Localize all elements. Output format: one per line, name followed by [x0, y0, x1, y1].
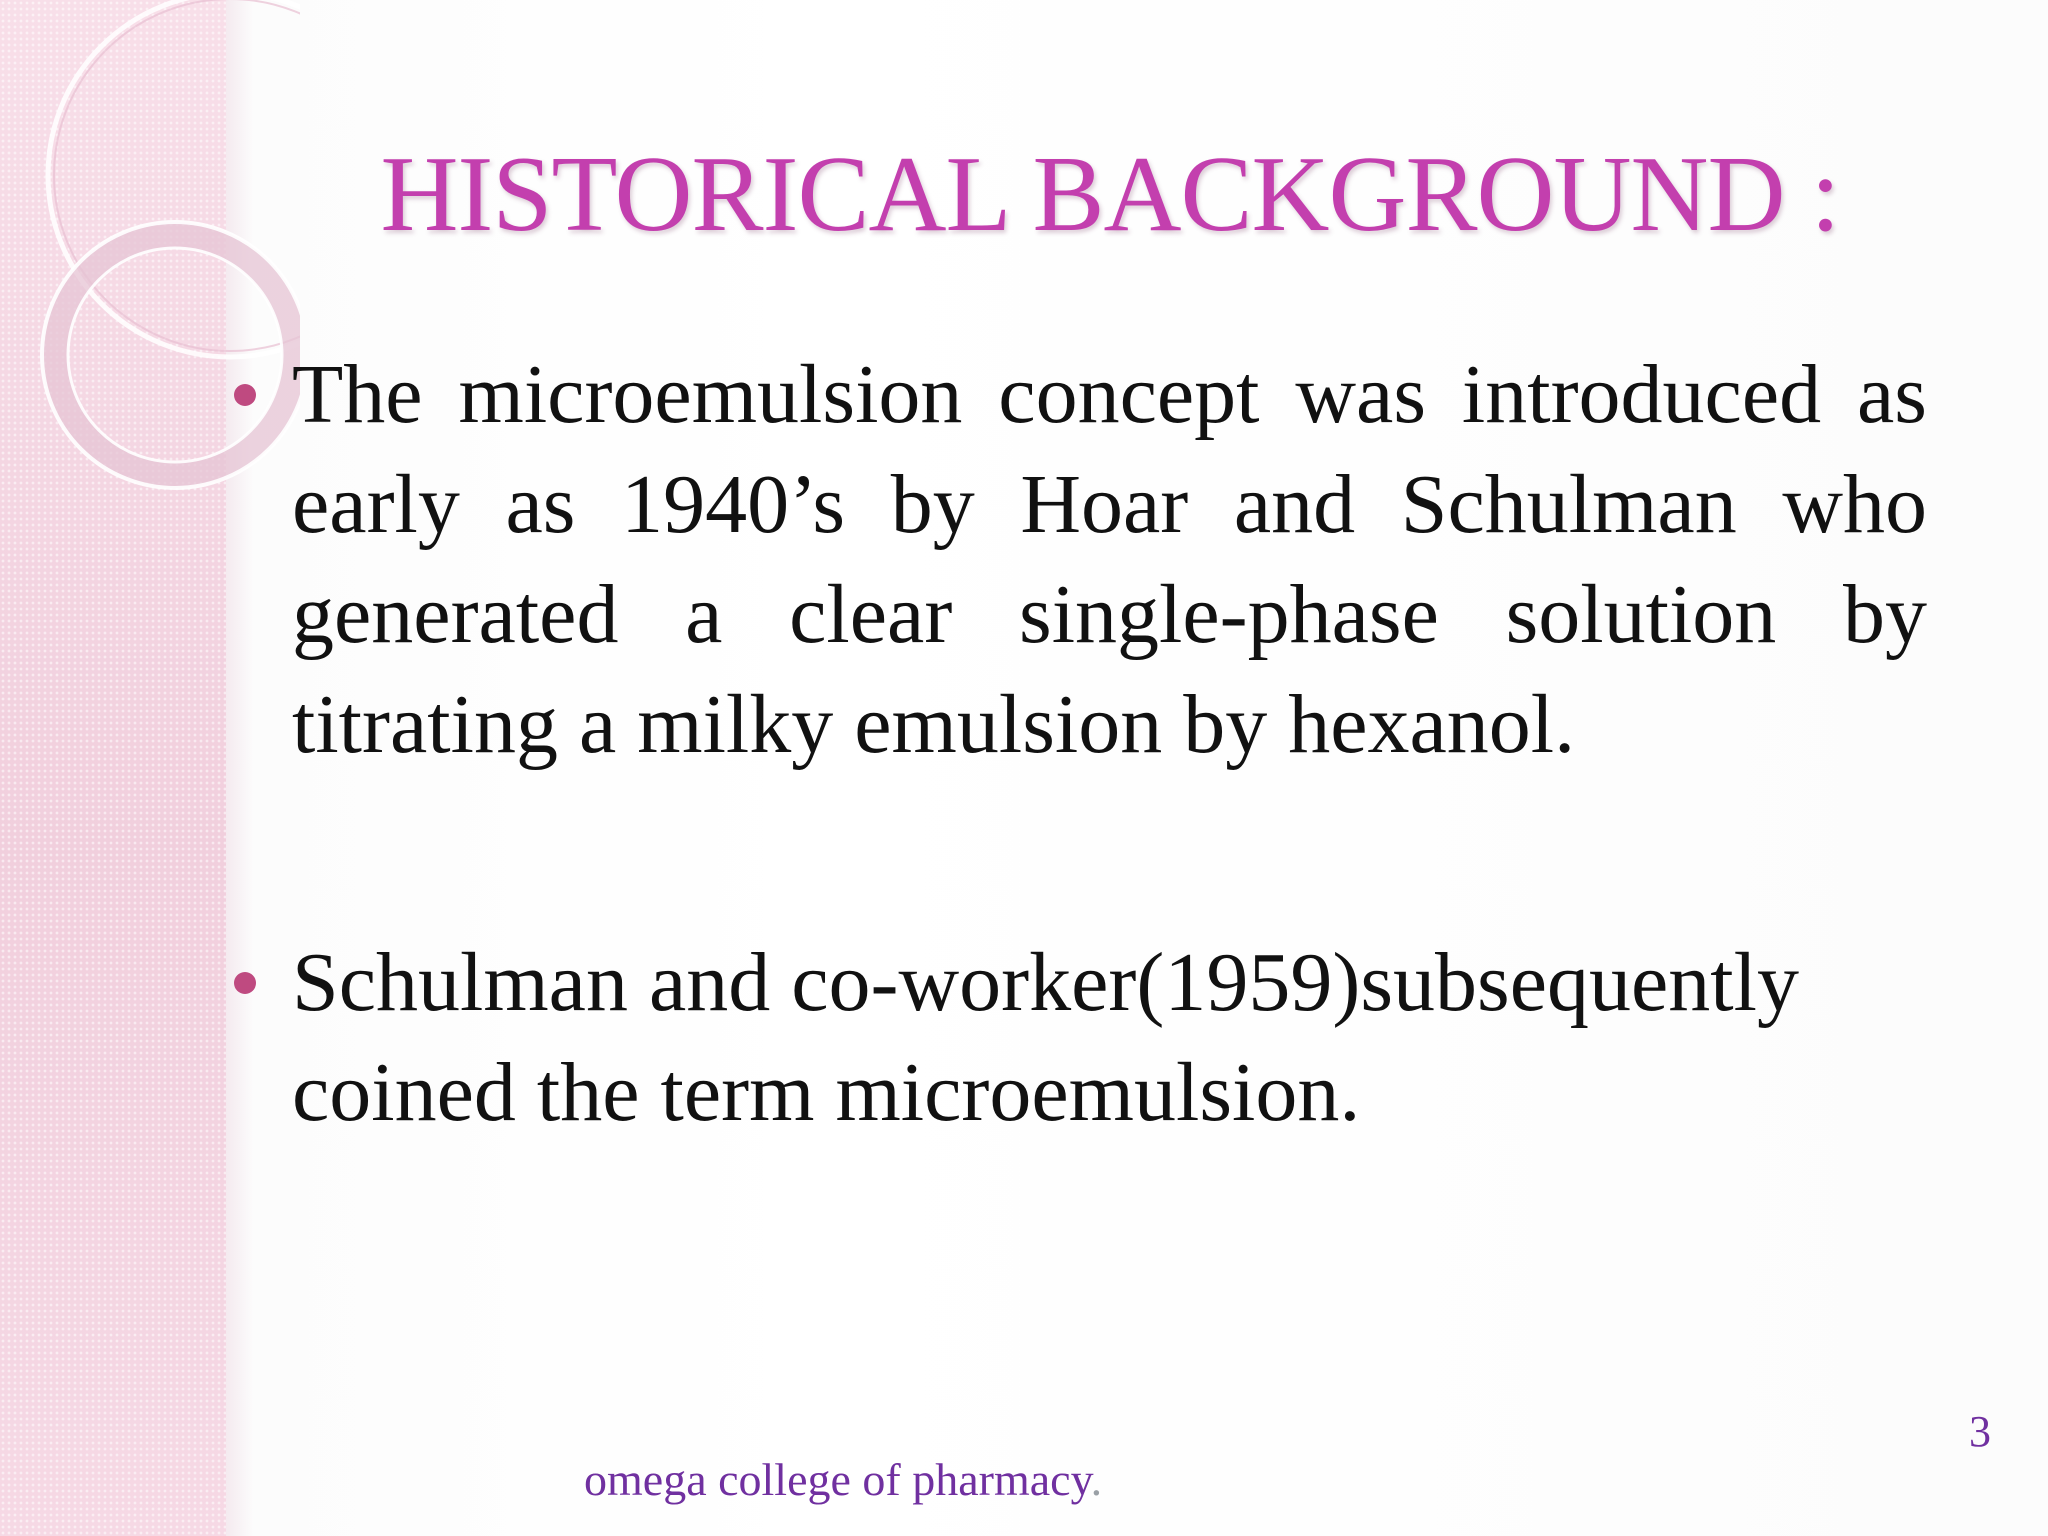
- bullet-item: [232, 928, 1927, 1148]
- footer-college-name: omega college of pharmacy: [584, 1454, 1091, 1505]
- slide-title: HISTORICAL BACKGROUND :: [380, 135, 1840, 254]
- large-ring-inner: [54, 0, 300, 351]
- bullet-text: The microemulsion concept was introduced as early as 1940’s by Hoar and Schulman who generated a clear single-phase solution by titrating a milky emulsion by hexanol.: [292, 348, 1927, 771]
- footer-text: [584, 1452, 1102, 1508]
- bullet-dot-icon: [234, 972, 256, 994]
- bullet-list: [232, 340, 1927, 1148]
- footer-period: .: [1090, 1454, 1103, 1505]
- bullet-item: [232, 340, 1927, 780]
- bullet-dot-icon: [234, 384, 256, 406]
- large-ring: [48, 0, 300, 357]
- page-number: 3: [1969, 1407, 1991, 1456]
- bullet-text: Schulman and co-worker(1959)subsequently coined the term microemulsion.: [292, 936, 1799, 1139]
